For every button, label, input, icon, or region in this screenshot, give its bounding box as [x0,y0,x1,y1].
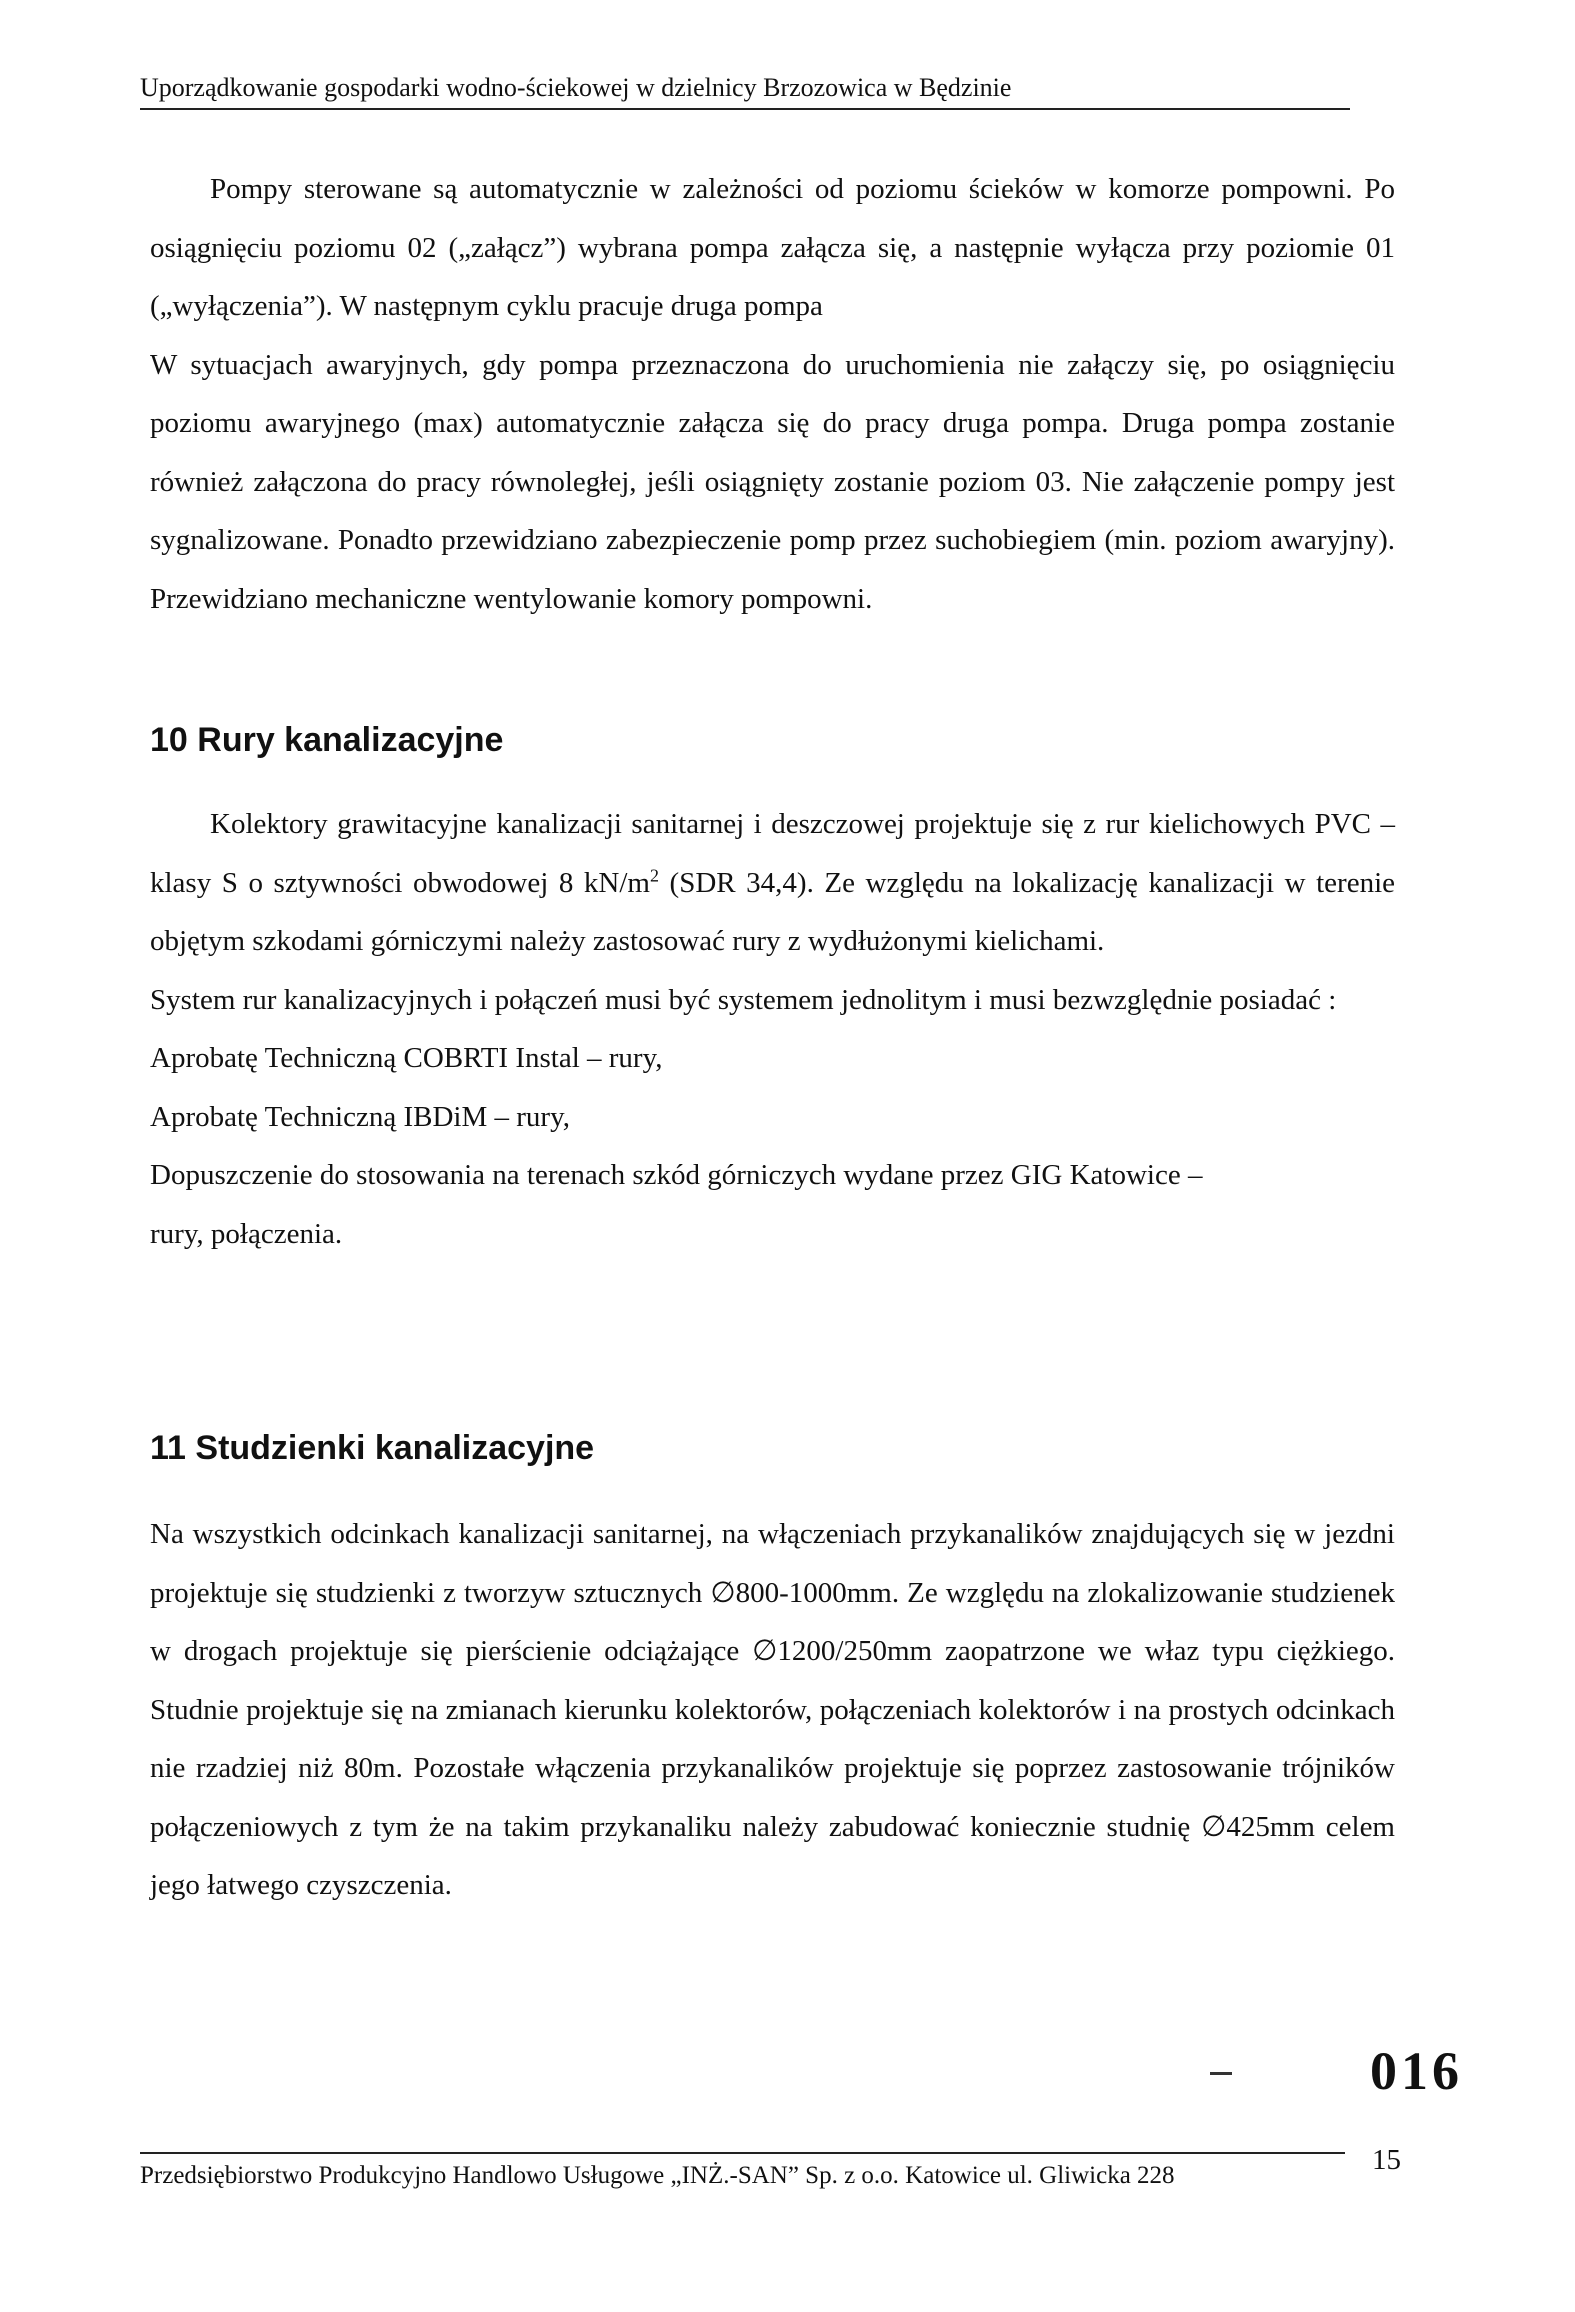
running-header: Uporządkowanie gospodarki wodno-ściekowej w dzielnicy Brzozowica w Będzinie [140,72,1350,110]
requirement-item-3-cont: rury, połączenia. [150,1217,343,1250]
superscript: 2 [649,864,659,885]
section-11-heading: 11 Studzienki kanalizacyjne [150,1429,595,1467]
pipes-text-a: Kolektory grawitacyjne kanalizacji sanitarnej i deszczowej projektuje się z rur kielichowych PVC – klasy S o sztywności obwodowej 8 kN/m [150,808,1395,899]
section-10 [150,720,1395,760]
requirement-item-2: Aprobatę Techniczną IBDiM – rury, [150,1100,570,1133]
section-10-heading: 10 Rury kanalizacyjne [150,721,504,759]
section-11 [150,1428,1395,1468]
requirement-item-1: Aprobatę Techniczną COBRTI Instal – rury, [150,1042,663,1074]
page-stamp: 016 [1370,2041,1463,2101]
company-footer: Przedsiębiorstwo Produkcyjno Handlowo Usługowe „INŻ.-SAN” Sp. z o.o. Katowice ul. Gliwicka 228 [140,2152,1345,2192]
intro-section [150,160,1395,628]
system-paragraph: System rur kanalizacyjnych i połączeń musi być systemem jednolitym i musi bezwzględnie posiadać : [150,983,1337,1016]
pipes-paragraph [150,795,1395,971]
page-number: 15 [1372,2144,1401,2176]
manholes-paragraph: Na wszystkich odcinkach kanalizacji sanitarnej, na włączeniach przykanalików znajdujących się w jezdni projektuje się studzienki z tworzyw sztucznych ∅800-1000mm. Ze względu na zlokalizowanie studzienek w drogach projektuje się pierścienie odciążające ∅1200/250mm zaopatrzone we właz typu ciężkiego. Studnie projektuje się na zmianach kierunku kolektorów, połączeniach kolektorów i na prostych odcinkach nie rzadziej niż 80m. Pozostałe włączenia przykanalików projektuje się poprzez zastosowanie trójników połączeniowych z tym że na takim przykanaliku należy zabudować koniecznie studnię ∅425mm celem jego łatwego czyszczenia. [150,1518,1395,1901]
pump-control-paragraph: Pompy sterowane są automatycznie w zależności od poziomu ścieków w komorze pompowni. Po osiągnięciu poziomu 02 („załącz”) wybrana pompa załącza się, a następnie wyłącza przy poziomie 01 („wyłączenia”). W następnym cyklu pracuje druga pompa [150,173,1395,322]
requirement-item-3: Dopuszczenie do stosowania na terenach szkód górniczych wydane przez GIG Katowice – [150,1159,1203,1191]
section-10-body [150,795,1395,1263]
pipes-text-b: (SDR 34,4). Ze względu na lokalizację kanalizacji w terenie objętym szkodami górniczymi należy zastosować rury z wydłużonymi kielichami. [150,866,1395,957]
section-11-body [150,1505,1395,1915]
emergency-paragraph: W sytuacjach awaryjnych, gdy pompa przeznaczona do uruchomienia nie załączy się, po osiągnięciu poziomu awaryjnego (max) automatycznie załącza się do pracy druga pompa. Druga pompa zostanie również załączona do pracy równoległej, jeśli osiągnięty zostanie poziom 03. Nie załączenie pompy jest sygnalizowane. Ponadto przewidziano zabezpieczenie pomp przez suchobiegiem (min. poziom awaryjny). Przewidziano mechaniczne wentylowanie komory pompowni. [150,348,1395,615]
scan-mark [1210,2072,1232,2075]
